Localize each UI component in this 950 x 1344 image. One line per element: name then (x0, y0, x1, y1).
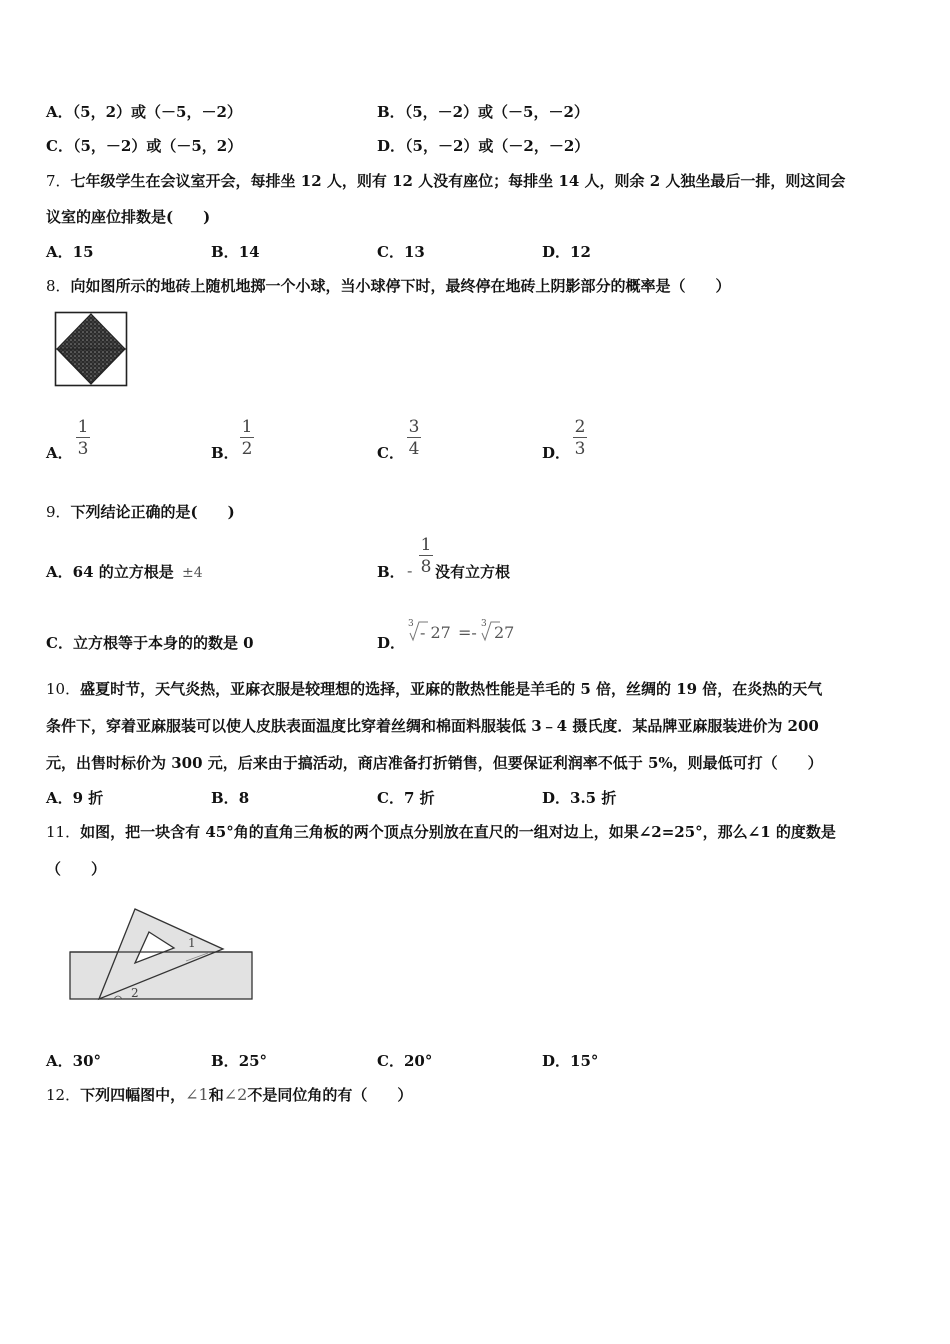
option-label: A． (46, 243, 73, 261)
question-text: 七年级学生在会议室开会，每排坐 12 人，则有 12 人没有座位；每排坐 14 人，则余 2 人独坐最后一排，则这间会 (70, 172, 846, 190)
q8-stem (46, 276, 731, 296)
option-label: C． (377, 789, 404, 807)
radicand-1: - 27 (420, 623, 451, 642)
q9-stem (46, 502, 235, 522)
fraction-bar (240, 437, 254, 438)
option-label: B． (211, 789, 239, 807)
q11-option-c (377, 1051, 432, 1071)
numerator: 1 (77, 417, 89, 437)
numerator: 3 (408, 417, 420, 437)
question-text-post: 不是同位角的有（ ） (247, 1086, 413, 1104)
option-label: B． (211, 1052, 239, 1070)
question-text: 向如图所示的地砖上随机地掷一个小球，当小球停下时，最终停在地砖上阴影部分的概率是（ ） (70, 277, 731, 295)
option-label: D． (542, 789, 571, 807)
denominator: 2 (241, 439, 253, 459)
option-text: 3.5 折 (570, 789, 617, 807)
question-number: 10． (46, 680, 81, 698)
q7-option-c (377, 242, 425, 262)
q7-option-b (211, 242, 260, 262)
fraction-bar (573, 437, 587, 438)
q8-option-d-label: D． (542, 444, 571, 462)
q10-option-b (211, 788, 249, 808)
q7-option-d (542, 242, 591, 262)
q6-option-d (377, 136, 589, 156)
q10-stem-line2: 条件下，穿着亚麻服装可以使人皮肤表面温度比穿着丝绸和棉面料服装低 3﹣4 摄氏度．某品牌亚麻服装进价为 200 (46, 717, 819, 735)
radicand-2: 27 (494, 623, 515, 642)
fraction-bar (407, 437, 421, 438)
q7-option-a (46, 242, 94, 262)
option-label: B． (211, 243, 239, 261)
equals-minus: =- (458, 623, 477, 642)
option-text: 15 (72, 243, 94, 261)
angle-1-symbol: ∠1 (185, 1085, 209, 1104)
option-text: 25° (238, 1052, 268, 1070)
option-text: 20° (403, 1052, 433, 1070)
q11-stem-line2: （ ） (46, 860, 107, 878)
tile-figure (54, 311, 128, 387)
question-text: 下列结论正确的是( ) (70, 503, 235, 521)
q8-option-a-fraction (76, 418, 90, 458)
q12-stem (46, 1085, 412, 1105)
question-number: 9． (46, 503, 71, 521)
cube-root-index-2: 3 (481, 619, 487, 629)
q10-option-c (377, 788, 435, 808)
minus-sign: - (407, 561, 413, 580)
option-label: C． (46, 137, 73, 155)
numerator: 2 (574, 417, 586, 437)
q7-stem-line1 (46, 171, 845, 191)
question-number: 12． (46, 1086, 81, 1104)
option-label: A． (46, 563, 73, 581)
option-text: （5，2）或（－5，－2） (72, 103, 242, 121)
q8-option-b-label: B． (211, 444, 239, 462)
option-text: 30° (72, 1052, 102, 1070)
angle-2-label: 2 (131, 986, 139, 1000)
q8-option-b-fraction (240, 418, 254, 458)
q10-option-d (542, 788, 616, 808)
fraction-bar (419, 555, 433, 556)
question-text: 如图，把一块含有 45°角的直角三角板的两个顶点分别放在直尺的一组对边上，如果∠2=25°，那么∠1 的度数是 (80, 823, 836, 841)
option-label: D． (377, 137, 406, 155)
option-label: C． (46, 634, 73, 652)
option-label: B． (377, 103, 405, 121)
q6-option-c (46, 136, 242, 156)
cube-root-index-1: 3 (408, 619, 414, 629)
q9-option-c (46, 633, 254, 653)
option-label: A． (46, 1052, 73, 1070)
q8-option-c-label: C． (377, 444, 404, 462)
option-text: 14 (238, 243, 260, 261)
option-text: 立方根等于本身的的数是 0 (72, 634, 254, 652)
option-label: D． (542, 1052, 571, 1070)
denominator: 8 (420, 557, 432, 577)
numerator: 1 (241, 417, 253, 437)
option-text: 7 折 (403, 789, 435, 807)
option-text: （5，－2）或（－2，－2） (405, 137, 590, 155)
question-number: 7． (46, 172, 71, 190)
option-label: D． (542, 243, 571, 261)
q6-option-a (46, 102, 242, 122)
question-text-pre: 下列四幅图中， (80, 1086, 186, 1104)
question-number: 11． (46, 823, 81, 841)
q11-stem-line1 (46, 822, 836, 842)
angle-1-label: 1 (188, 936, 196, 950)
option-text: 8 (238, 789, 250, 807)
option-label: C． (377, 243, 404, 261)
q11-option-d (542, 1051, 598, 1071)
option-text: （5，－2）或（－5，2） (72, 137, 243, 155)
q11-option-b (211, 1051, 267, 1071)
q9-option-b-text: 没有立方根 (435, 563, 511, 581)
question-number: 8． (46, 277, 71, 295)
q9-option-a (46, 562, 203, 583)
ruler-triangle-figure (68, 906, 256, 1002)
option-text: （5，－2）或（－5，－2） (404, 103, 589, 121)
q8-option-d-fraction (573, 418, 587, 458)
option-text: 9 折 (72, 789, 104, 807)
q7-stem-line2: 议室的座位排数是( ) (46, 208, 211, 226)
q10-option-a (46, 788, 103, 808)
q9-option-b-fraction (419, 536, 433, 576)
angle-2-symbol: ∠2 (223, 1085, 248, 1104)
option-label: C． (377, 1052, 404, 1070)
question-text: 盛夏时节，天气炎热，亚麻衣服是较理想的选择，亚麻的散热性能是羊毛的 5 倍，丝绸的 19 倍，在炎热的天气 (80, 680, 823, 698)
q11-option-a (46, 1051, 101, 1071)
option-label: A． (46, 103, 73, 121)
denominator: 3 (77, 439, 89, 459)
option-label: A． (46, 789, 73, 807)
q6-option-b (377, 102, 589, 122)
denominator: 3 (574, 439, 586, 459)
q9-option-d-label: D． (377, 634, 406, 652)
fraction-bar (76, 437, 90, 438)
option-text: 12 (570, 243, 591, 261)
q10-stem-line3: 元，出售时标价为 300 元，后来由于搞活动，商店准备打折销售，但要保证利润率不低于 5%，则最低可打（ ） (46, 754, 823, 772)
q9-option-b-label: B． (377, 563, 405, 581)
option-text: 13 (403, 243, 425, 261)
numerator: 1 (420, 535, 432, 555)
q10-stem-line1 (46, 679, 822, 699)
option-text: 64 的立方根是 (72, 563, 174, 581)
q8-option-c-fraction (407, 418, 421, 458)
plus-minus-four: ±4 (181, 565, 203, 581)
option-text: 15° (570, 1052, 599, 1070)
q8-option-a-label: A． (46, 444, 73, 462)
denominator: 4 (408, 439, 420, 459)
and-text: 和 (208, 1086, 224, 1104)
